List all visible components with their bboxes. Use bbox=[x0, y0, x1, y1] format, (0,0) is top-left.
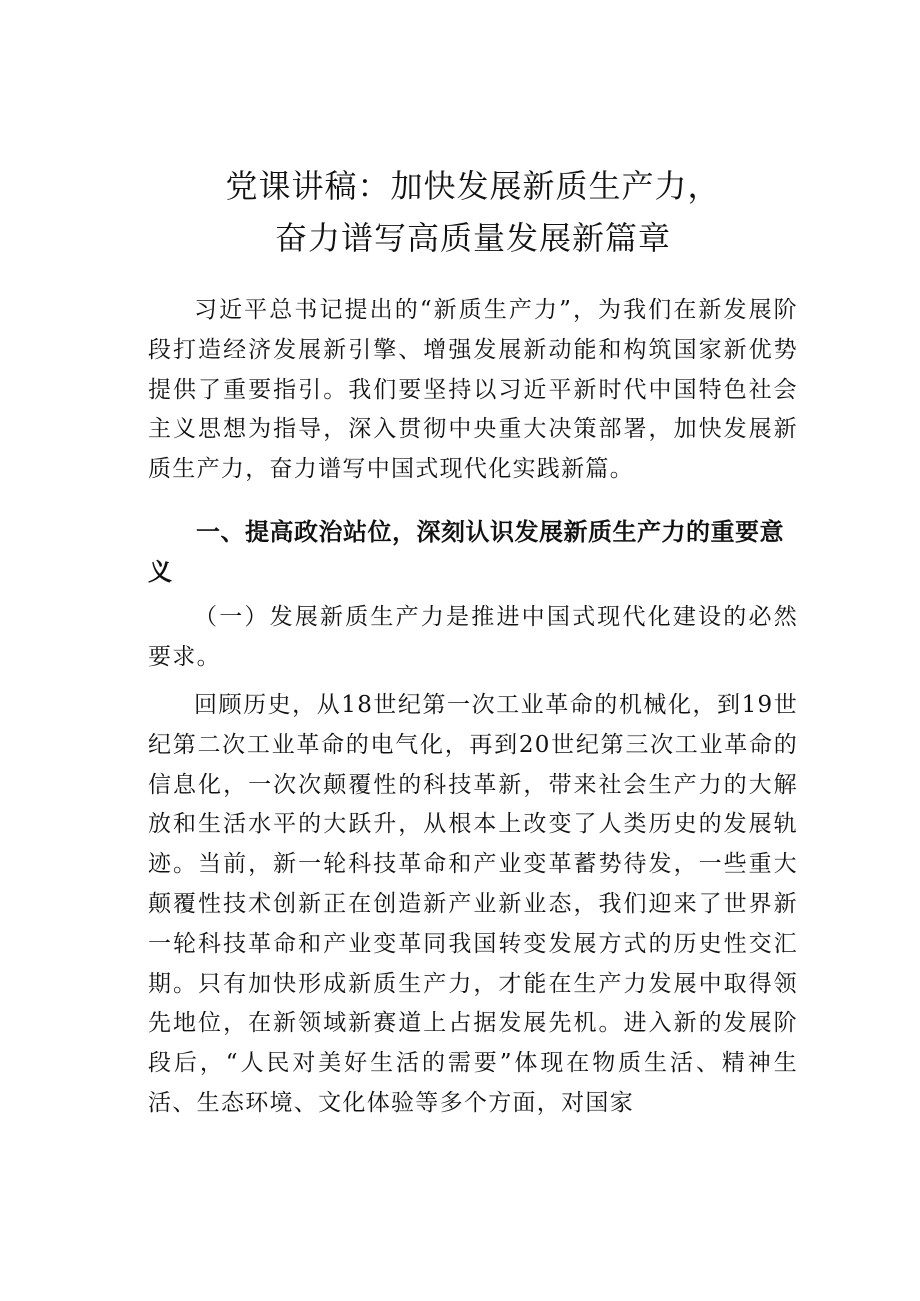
title-line-1: 党课讲稿：加快发展新质生产力， bbox=[225, 167, 721, 205]
subsection-heading-1: （一）发展新质生产力是推进中国式现代化建设的必然要求。 bbox=[148, 604, 798, 670]
title-line-2: 奋力谱写高质量发展新篇章 bbox=[274, 219, 671, 257]
document-title bbox=[148, 160, 798, 264]
section-heading-1: 一、提高政治站位，深刻认识发展新质生产力的重要意义 bbox=[148, 518, 784, 586]
intro-paragraph: 习近平总书记提出的“新质生产力”，为我们在新发展阶段打造经济发展新引擎、增强发展新动能和构筑国家新优势提供了重要指引。我们要坚持以习近平新时代中国特色社会主义思想为指导，深入贯彻中央重大决策部署，加快发展新质生产力，奋力谱写中国式现代化实践新篇。 bbox=[148, 297, 798, 483]
history-paragraph: 回顾历史，从18世纪第一次工业革命的机械化，到19世纪第二次工业革命的电气化，再到20世纪第三次工业革命的信息化，一次次颠覆性的科技革新，带来社会生产力的大解放和生活水平的大跃升，从根本上改变了人类历史的发展轨迹。当前，新一轮科技革命和产业变革蓄势待发，一些重大颠覆性技术创新正在创造新产业新业态，我们迎来了世界新一轮科技革命和产业变革同我国转变发展方式的历史性交汇期。只有加快形成新质生产力，才能在生产力发展中取得领先地位，在新领域新赛道上占据发展先机。进入新的发展阶段后，“人民对美好生活的需要”体现在物质生活、精神生活、生态环境、文化体验等多个方面，对国家 bbox=[148, 692, 798, 1116]
